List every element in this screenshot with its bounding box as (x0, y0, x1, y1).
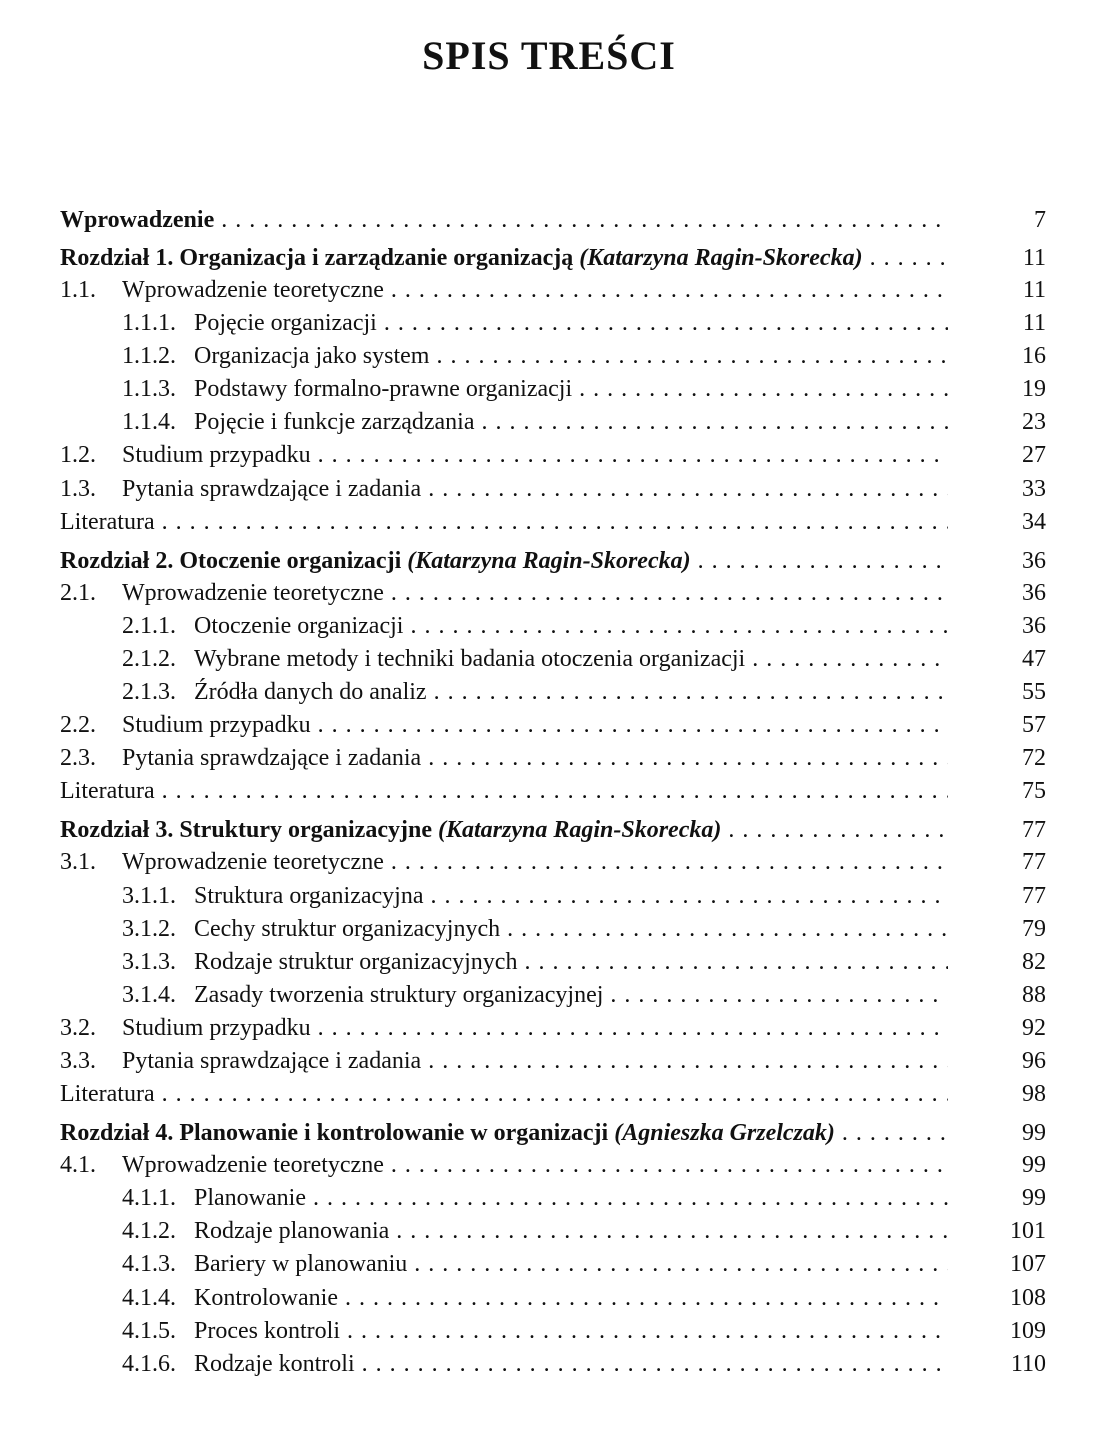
entry-label: Proces kontroli . . . (194, 1315, 948, 1348)
page-number: 82 (1022, 948, 1046, 975)
toc-entry-row (60, 846, 1060, 879)
toc-chapter-row (60, 808, 1060, 846)
toc-chapter-row (60, 539, 1060, 577)
entry-label: Wprowadzenie teoretyczne . . . (122, 274, 948, 307)
toc-entry-row (60, 307, 1060, 340)
toc-entry-row (60, 610, 1060, 643)
entry-label: Organizacja jako system . . . (194, 340, 948, 373)
section-number: 2.1.3. (122, 679, 176, 706)
page-number: 108 (1010, 1284, 1046, 1311)
entry-label: Planowanie . . . (194, 1182, 948, 1215)
toc-entry-row (60, 506, 1060, 539)
chapter-number: Rozdział 3. (60, 817, 174, 844)
section-number: 3.1.4. (122, 981, 176, 1008)
page-number: 98 (1022, 1081, 1046, 1108)
entry-label: Podstawy formalno-prawne organizacji . . . (194, 373, 948, 406)
chapter-number: Rozdział 2. (60, 547, 174, 574)
toc-entry-row (60, 880, 1060, 913)
entry-label: Otoczenie organizacji . . . (194, 610, 948, 643)
toc-entry-row (60, 198, 1060, 236)
entry-label: Pytania sprawdzające i zadania . . . (122, 742, 948, 775)
entry-label: Pytania sprawdzające i zadania . . . (122, 473, 948, 506)
entry-label: Wprowadzenie . . . (60, 198, 948, 242)
toc-entry-row (60, 577, 1060, 610)
entry-label: Studium przypadku . . . (122, 709, 948, 742)
toc-entry-row (60, 1045, 1060, 1078)
toc-entry-row (60, 979, 1060, 1012)
toc-entry-row (60, 709, 1060, 742)
entry-label: Literatura . . . (60, 506, 948, 539)
page-number: 27 (1022, 442, 1046, 469)
section-number: 4.1. (60, 1152, 96, 1179)
entry-label: Studium przypadku . . . (122, 439, 948, 472)
section-number: 1.1.1. (122, 310, 176, 337)
chapter-label: Struktury organizacyjne (179, 817, 432, 844)
page-number: 96 (1022, 1047, 1046, 1074)
section-number: 3.2. (60, 1014, 96, 1041)
chapter-author: (Katarzyna Ragin-Skorecka) (579, 245, 863, 271)
chapter-number: Rozdział 1. (60, 245, 174, 271)
section-number: 2.3. (60, 745, 96, 772)
toc-entry-row (60, 1182, 1060, 1215)
page-number: 77 (1022, 817, 1046, 844)
toc-entry-row (60, 913, 1060, 946)
page-number: 23 (1022, 409, 1046, 436)
section-number: 1.1.3. (122, 376, 176, 403)
section-number: 4.1.6. (122, 1350, 176, 1377)
entry-label: Wprowadzenie teoretyczne . . . (122, 577, 948, 610)
toc-entry-row (60, 274, 1060, 307)
chapter-label: Organizacja i zarządzanie organizacją (179, 245, 574, 271)
toc-entry-row (60, 439, 1060, 472)
section-number: 3.3. (60, 1047, 96, 1074)
section-number: 1.1.2. (122, 343, 176, 370)
entry-label: Źródła danych do analiz . . . (194, 676, 948, 709)
entry-label: Wybrane metody i techniki badania otoczenia organizacji . . . (194, 643, 948, 676)
page-number: 107 (1010, 1251, 1046, 1278)
page-number: 11 (1022, 277, 1046, 303)
entry-label: Literatura . . . (60, 775, 948, 808)
toc-entry-row (60, 1248, 1060, 1281)
page-number: 110 (1010, 1350, 1046, 1377)
toc-entry-row (60, 1149, 1060, 1182)
chapter-label: Otoczenie organizacji (179, 547, 402, 574)
toc-entry-row (60, 946, 1060, 979)
entry-label: Wprowadzenie teoretyczne . . . (122, 846, 948, 879)
section-number: 4.1.3. (122, 1251, 176, 1278)
toc-entry-row (60, 1348, 1060, 1381)
toc-entry-row (60, 1078, 1060, 1111)
page-number: 101 (1010, 1218, 1046, 1245)
toc-entry-row (60, 473, 1060, 506)
page-number: 36 (1022, 579, 1046, 606)
entry-label: Wprowadzenie teoretyczne . . . (122, 1149, 948, 1182)
entry-label: Pojęcie i funkcje zarządzania . . . (194, 406, 948, 439)
section-number: 1.2. (60, 442, 96, 469)
entry-label: Rodzaje struktur organizacyjnych . . . (194, 946, 948, 979)
section-number: 1.1.4. (122, 409, 176, 436)
page-number: 79 (1022, 915, 1046, 942)
page-number: 75 (1022, 778, 1046, 805)
section-number: 2.1. (60, 579, 96, 606)
page-number: 16 (1022, 343, 1046, 370)
page-number: 99 (1022, 1152, 1046, 1179)
section-number: 2.1.2. (122, 645, 176, 672)
chapter-author: (Katarzyna Ragin-Skorecka) (407, 547, 691, 574)
section-number: 2.1.1. (122, 612, 176, 639)
toc-entry-row (60, 1215, 1060, 1248)
page-number: 92 (1022, 1014, 1046, 1041)
section-number: 4.1.4. (122, 1284, 176, 1311)
entry-label: Cechy struktur organizacyjnych . . . (194, 913, 948, 946)
page-number: 55 (1022, 679, 1046, 706)
section-number: 2.2. (60, 712, 96, 739)
toc-entry-row (60, 340, 1060, 373)
page-number: 11 (1022, 310, 1046, 337)
toc-entry-row (60, 373, 1060, 406)
chapter-label: Planowanie i kontrolowanie w organizacji (179, 1120, 609, 1147)
page-number: 57 (1022, 712, 1046, 739)
entry-label: Pojęcie organizacji . . . (194, 307, 948, 340)
entry-label: Rodzaje planowania . . . (194, 1215, 948, 1248)
chapter-author: (Katarzyna Ragin-Skorecka) (437, 817, 722, 844)
page-number: 36 (1022, 547, 1046, 574)
entry-label: Studium przypadku . . . (122, 1012, 948, 1045)
toc-chapter-row (60, 236, 1060, 274)
section-number: 3.1.2. (122, 915, 176, 942)
page-number: 88 (1022, 981, 1046, 1008)
page-number: 109 (1010, 1317, 1046, 1344)
chapter-number: Rozdział 4. (60, 1120, 174, 1147)
page-number: 33 (1022, 475, 1046, 502)
table-of-contents (60, 198, 1060, 1381)
page-number: 77 (1022, 882, 1046, 909)
page-number: 11 (1022, 245, 1046, 271)
entry-label: Pytania sprawdzające i zadania . . . (122, 1045, 948, 1078)
toc-entry-row (60, 775, 1060, 808)
chapter-author: (Agnieszka Grzelczak) (614, 1120, 835, 1147)
page-number: 47 (1022, 645, 1046, 672)
toc-entry-row (60, 1282, 1060, 1315)
entry-label: Literatura . . . (60, 1078, 948, 1111)
page-title: SPIS TREŚCI (422, 33, 676, 78)
section-number: 4.1.5. (122, 1317, 176, 1344)
toc-entry-row (60, 406, 1060, 439)
section-number: 4.1.1. (122, 1185, 176, 1212)
toc-entry-row (60, 1012, 1060, 1045)
section-number: 3.1.3. (122, 948, 176, 975)
page-number: 77 (1022, 849, 1046, 876)
section-number: 3.1.1. (122, 882, 176, 909)
entry-label: Struktura organizacyjna . . . (194, 880, 948, 913)
section-number: 1.1. (60, 277, 96, 303)
page-number: 36 (1022, 612, 1046, 639)
toc-entry-row (60, 676, 1060, 709)
page-number: 7 (1034, 207, 1046, 233)
page-number: 72 (1022, 745, 1046, 772)
toc-entry-row (60, 643, 1060, 676)
entry-label: Zasady tworzenia struktury organizacyjnej . . . (194, 979, 948, 1012)
entry-label: Kontrolowanie . . . (194, 1282, 948, 1315)
page-number: 19 (1022, 376, 1046, 403)
section-number: 4.1.2. (122, 1218, 176, 1245)
section-number: 3.1. (60, 849, 96, 876)
toc-entry-row (60, 1315, 1060, 1348)
section-number: 1.3. (60, 475, 96, 502)
entry-label: Bariery w planowaniu . . . (194, 1248, 948, 1281)
page-number: 99 (1022, 1120, 1046, 1147)
page-number: 99 (1022, 1185, 1046, 1212)
entry-label: Rodzaje kontroli . . . (194, 1348, 948, 1381)
toc-entry-row (60, 742, 1060, 775)
toc-chapter-row (60, 1111, 1060, 1149)
page-number: 34 (1022, 508, 1046, 535)
